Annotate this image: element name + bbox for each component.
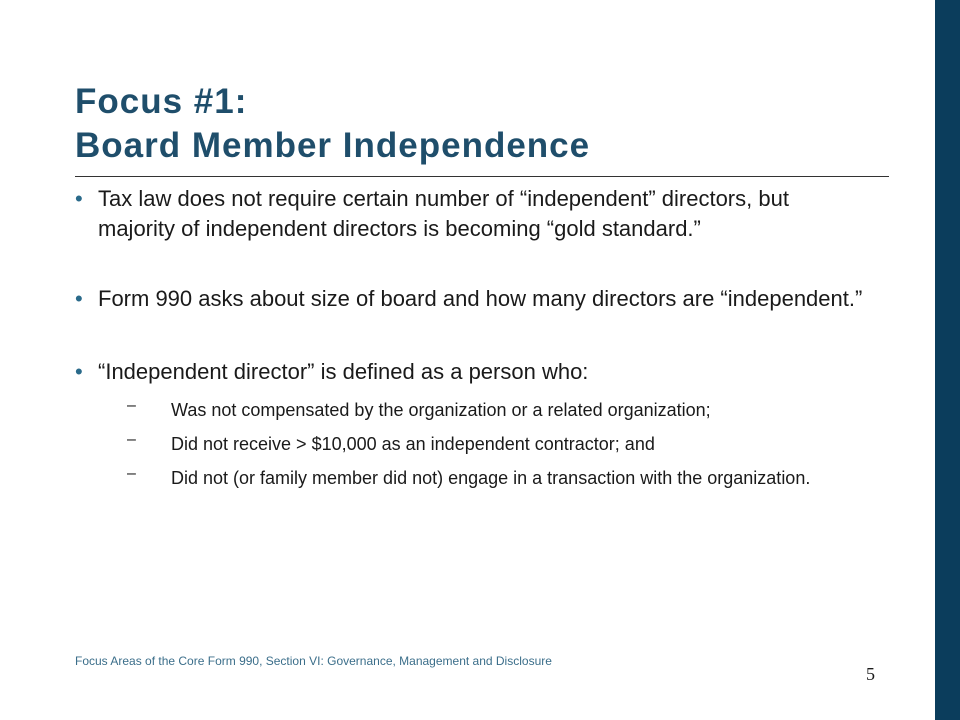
dash-icon: –: [127, 465, 136, 482]
page-number: 5: [866, 664, 875, 684]
bullet-icon: •: [75, 286, 83, 311]
bullet-icon: •: [75, 359, 83, 384]
sub-bullet-text: Was not compensated by the organization or a related organization;: [171, 400, 711, 420]
dash-icon: –: [127, 397, 136, 414]
slide-footer: Focus Areas of the Core Form 990, Section VI: Governance, Management and Disclosure: [75, 654, 552, 668]
title-divider: [75, 176, 889, 177]
bullet-item: [75, 184, 865, 244]
bullet-text: “Independent director” is defined as a person who:: [98, 359, 589, 384]
sub-bullet-text: Did not receive > $10,000 as an independent contractor; and: [171, 434, 655, 454]
slide-body: [75, 184, 865, 490]
sub-bullet-item: [75, 466, 865, 490]
slide-title-line-1: Focus #1:: [75, 82, 248, 121]
sidebar-accent-bar: [935, 0, 960, 720]
sub-bullet-item: [75, 432, 865, 456]
slide-title-line-2: Board Member Independence: [75, 126, 591, 165]
sub-bullet-item: [75, 398, 865, 422]
bullet-icon: •: [75, 186, 83, 211]
sub-bullet-text: Did not (or family member did not) engage in a transaction with the organization.: [171, 468, 811, 488]
bullet-item: [75, 284, 865, 314]
bullet-text: Tax law does not require certain number of “independent” directors, but majority of independent directors is becoming “gold standard.”: [98, 186, 789, 241]
slide-title: [75, 80, 895, 168]
dash-icon: –: [127, 431, 136, 448]
bullet-text: Form 990 asks about size of board and how many directors are “independent.”: [98, 286, 863, 311]
bullet-item: [75, 357, 865, 387]
